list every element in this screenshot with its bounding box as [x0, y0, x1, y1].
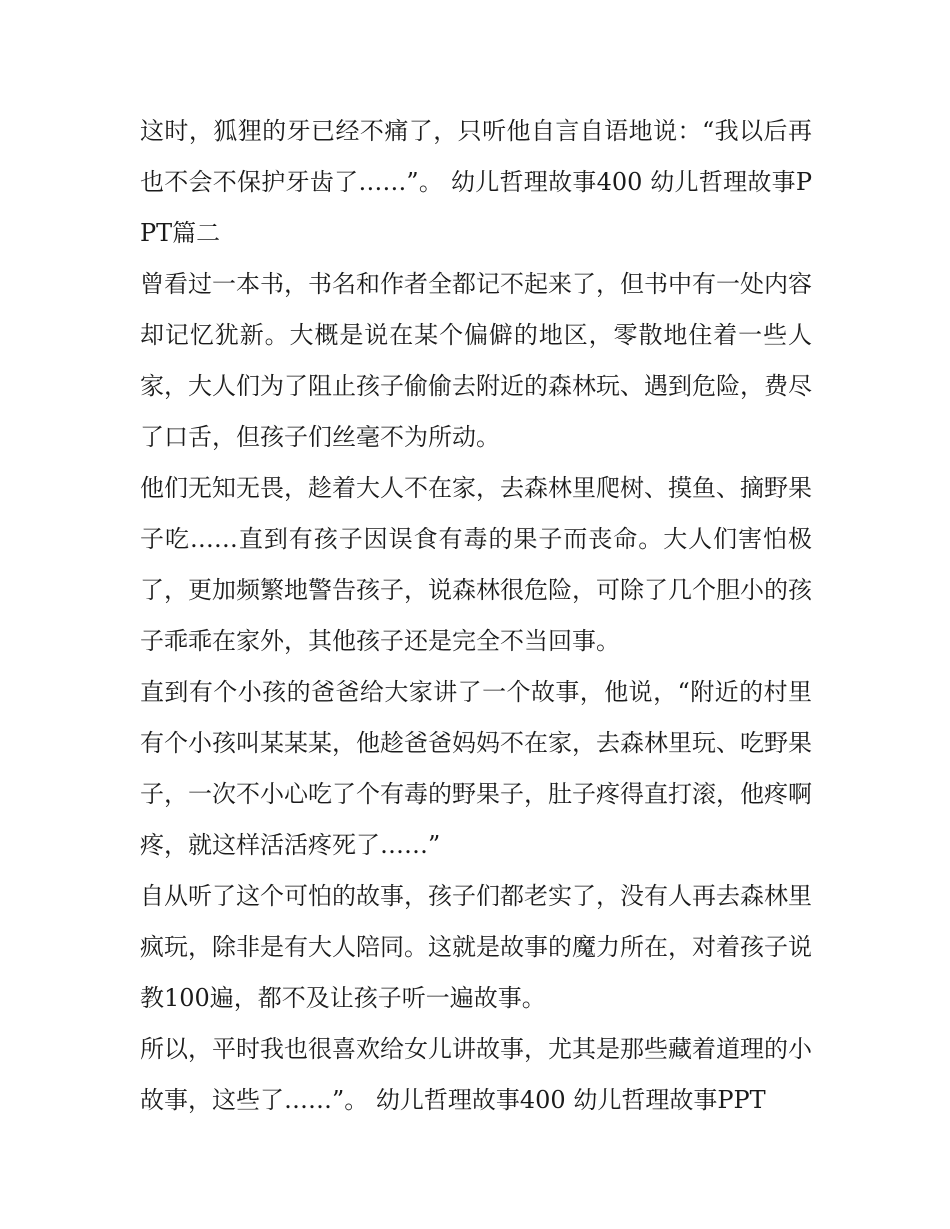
paragraph-2: 曾看过一本书，书名和作者全都记不起来了，但书中有一处内容却记忆犹新。大概是说在某个偏僻的地区，零散地住着一些人家，大人们为了阻止孩子偷偷去附近的森林玩、遇到危险，费尽了口舌，但孩子们丝毫不为所动。 — [140, 270, 812, 451]
paragraph-5: 自从听了这个可怕的故事，孩子们都老实了，没有人再去森林里疯玩，除非是有大人陪同。这就是故事的魔力所在，对着孩子说教100遍，都不及让孩子听一遍故事。 — [140, 882, 812, 1012]
document-body — [140, 106, 812, 1126]
paragraph-3: 他们无知无畏，趁着大人不在家，去森林里爬树、摸鱼、摘野果子吃……直到有孩子因误食有毒的果子而丧命。大人们害怕极了，更加频繁地警告孩子，说森林很危险，可除了几个胆小的孩子乖乖在家外，其他孩子还是完全不当回事。 — [140, 474, 812, 655]
paragraph-1: 这时，狐狸的牙已经不痛了，只听他自言自语地说：“我以后再也不会不保护牙齿了……”。 幼儿哲理故事400 幼儿哲理故事PPT篇二 — [140, 117, 812, 247]
paragraph-6: 所以，平时我也很喜欢给女儿讲故事，尤其是那些藏着道理的小故事，这些了……”。 幼儿哲理故事400 幼儿哲理故事PPT — [140, 1035, 812, 1114]
paragraph-4: 直到有个小孩的爸爸给大家讲了一个故事，他说，“附近的村里有个小孩叫某某某，他趁爸爸妈妈不在家，去森林里玩、吃野果子，一次不小心吃了个有毒的野果子，肚子疼得直打滚，他疼啊疼，就这样活活疼死了……” — [140, 678, 812, 859]
